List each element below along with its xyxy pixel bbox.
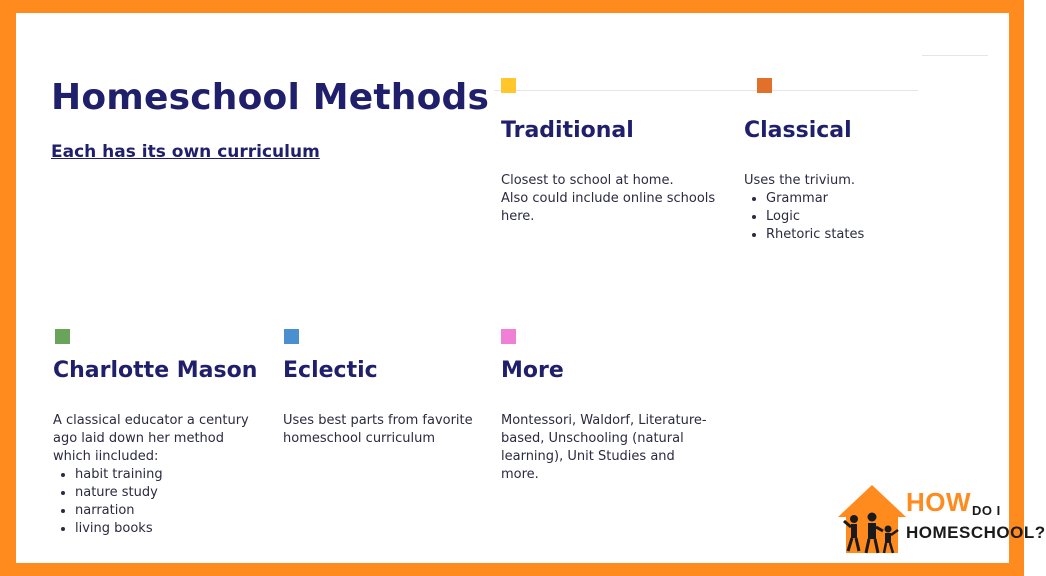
charlotte-mason-body xyxy=(53,412,258,538)
eclectic-title: Eclectic xyxy=(283,358,378,383)
page-subtitle: Each has its own curriculum xyxy=(51,142,320,162)
how-do-i-homeschool-logo xyxy=(836,483,1046,555)
logo-do-i: DO I xyxy=(972,503,1001,518)
traditional-line: Closest to school at home. xyxy=(501,173,674,188)
page-title: Homeschool Methods xyxy=(51,77,490,118)
list-item: • habit training xyxy=(75,466,258,484)
list-item: • narration xyxy=(75,502,258,520)
traditional-body xyxy=(501,172,716,226)
charlotte-mason-intro: A classical educator a century ago laid down her method which iincluded: xyxy=(53,413,249,464)
charlotte-mason-marker-icon xyxy=(55,329,70,344)
divider-line-short xyxy=(922,55,988,56)
list-item: • living books xyxy=(75,520,258,538)
eclectic-marker-icon xyxy=(284,329,299,344)
list-item: • Grammar xyxy=(766,190,974,208)
house-family-icon xyxy=(836,483,916,555)
traditional-line: Also could include online schools here. xyxy=(501,191,716,224)
eclectic-text: Uses best parts from favorite homeschool curriculum xyxy=(283,413,473,446)
more-marker-icon xyxy=(501,329,516,344)
slide xyxy=(16,13,1046,563)
classical-list xyxy=(744,190,974,244)
more-title: More xyxy=(501,358,564,383)
charlotte-mason-list xyxy=(53,466,258,538)
classical-marker-icon xyxy=(757,78,772,93)
classical-body xyxy=(744,172,974,244)
traditional-marker-icon xyxy=(501,78,516,93)
logo-how: HOW xyxy=(906,487,972,517)
divider-line xyxy=(494,90,918,91)
list-item: • Rhetoric states xyxy=(766,226,974,244)
logo-homeschool: HOMESCHOOL? xyxy=(906,523,1046,542)
list-item: • Logic xyxy=(766,208,974,226)
more-body xyxy=(501,412,711,484)
classical-title: Classical xyxy=(744,118,852,143)
eclectic-body xyxy=(283,412,473,448)
list-item: • nature study xyxy=(75,484,258,502)
charlotte-mason-title: Charlotte Mason xyxy=(53,358,258,383)
more-text: Montessori, Waldorf, Literature-based, Unschooling (natural learning), Unit Studies and more. xyxy=(501,413,707,482)
classical-intro: Uses the trivium. xyxy=(744,173,856,188)
traditional-title: Traditional xyxy=(501,118,634,143)
